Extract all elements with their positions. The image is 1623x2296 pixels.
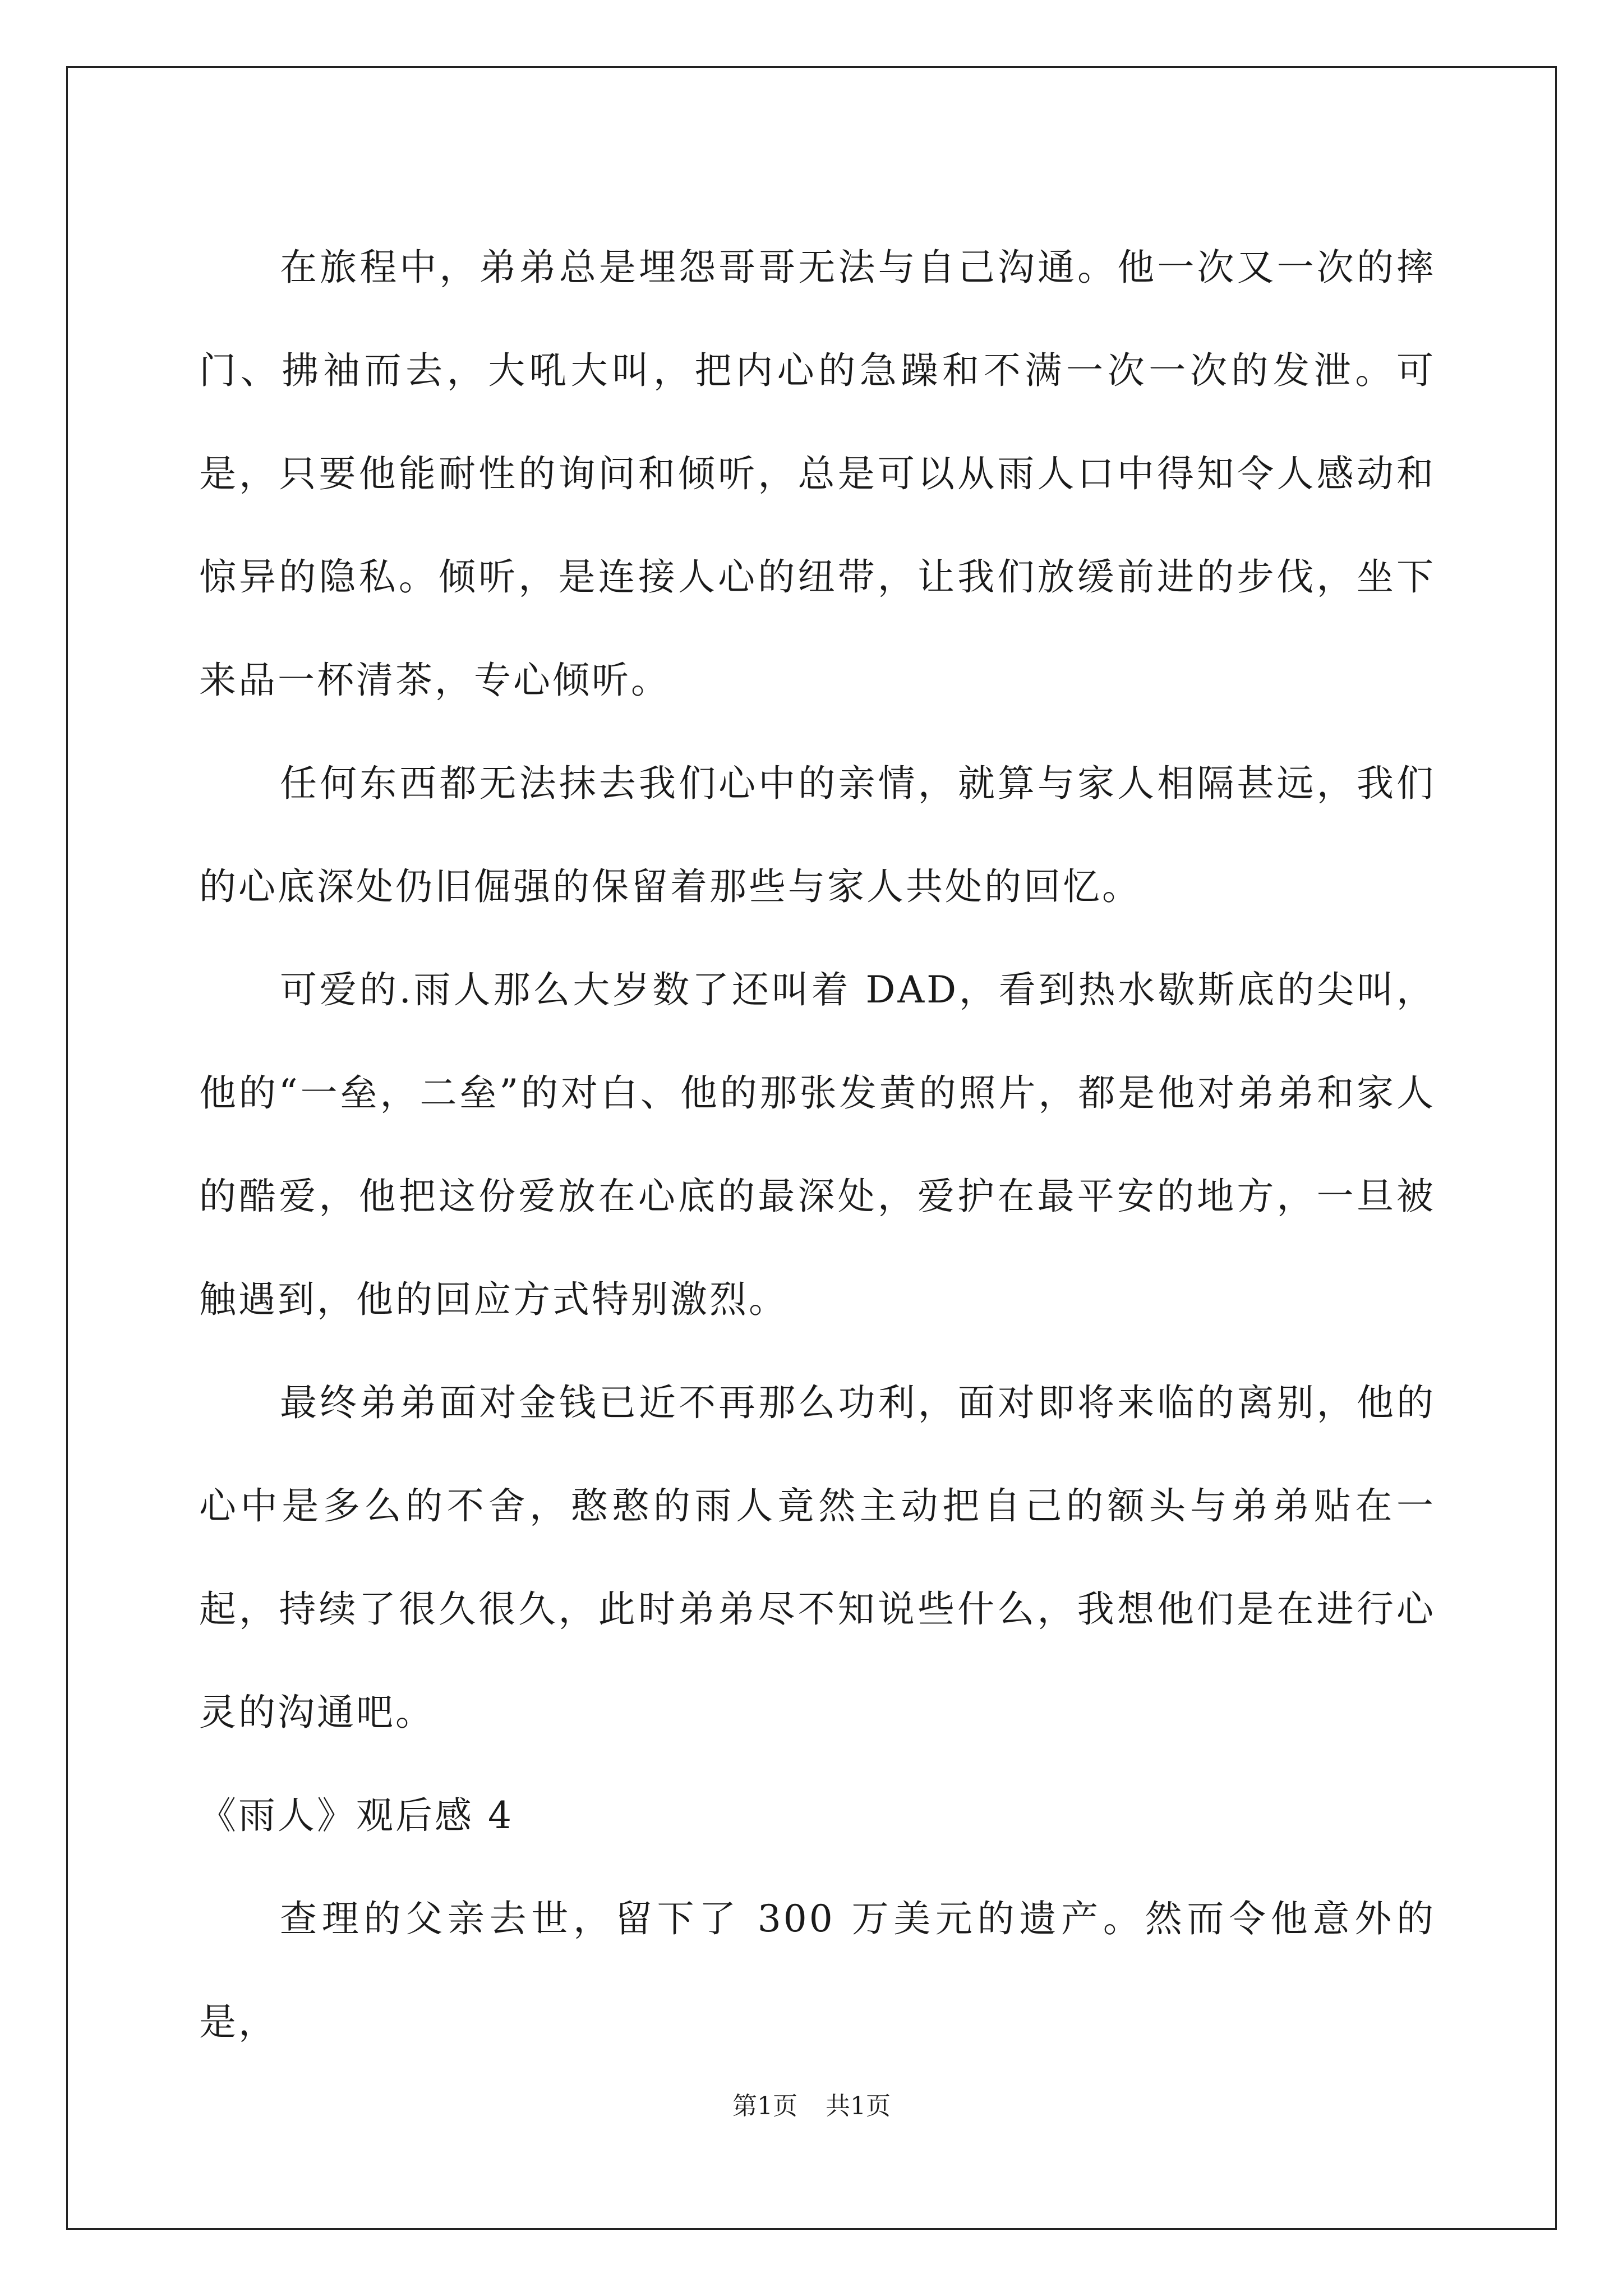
paragraph: 查理的父亲去世，留下了 300 万美元的遗产。然而令他意外的是，	[199, 1897, 1436, 2044]
page-number: 第1页	[732, 2092, 797, 2120]
paragraph: 在旅程中，弟弟总是埋怨哥哥无法与自己沟通。他一次又一次的摔门、拂袖而去，大吼大叫，把内心的急躁和不满一次一次的发泄。可是，只要他能耐性的询问和倾听，总是可以从雨人口中得知令人感动和惊异的隐私。倾听，是连接人心的纽带，让我们放缓前进的步伐，坐下来品一杯清茶，专心倾听。	[199, 246, 1436, 702]
document-body	[199, 216, 1436, 2074]
paragraph: 可爱的.雨人那么大岁数了还叫着 DAD，看到热水歇斯底的尖叫，他的“一垒，二垒”的对白、他的那张发黄的照片，都是他对弟弟和家人的酷爱，他把这份爱放在心底的最深处，爱护在最平安的地方，一旦被触遇到，他的回应方式特别激烈。	[199, 968, 1436, 1321]
paragraph: 最终弟弟面对金钱已近不再那么功利，面对即将来临的离别，他的心中是多么的不舍，憨憨的雨人竟然主动把自己的额头与弟弟贴在一起，持续了很久很久，此时弟弟尽不知说些什么，我想他们是在进行心灵的沟通吧。	[199, 1381, 1436, 1734]
section-heading: 《雨人》观后感 4	[199, 1794, 514, 1837]
page-footer	[0, 2090, 1623, 2123]
paragraph: 任何东西都无法抹去我们心中的亲情，就算与家人相隔甚远，我们的心底深处仍旧倔强的保留着那些与家人共处的回忆。	[199, 762, 1436, 908]
page-total: 共1页	[826, 2092, 891, 2120]
